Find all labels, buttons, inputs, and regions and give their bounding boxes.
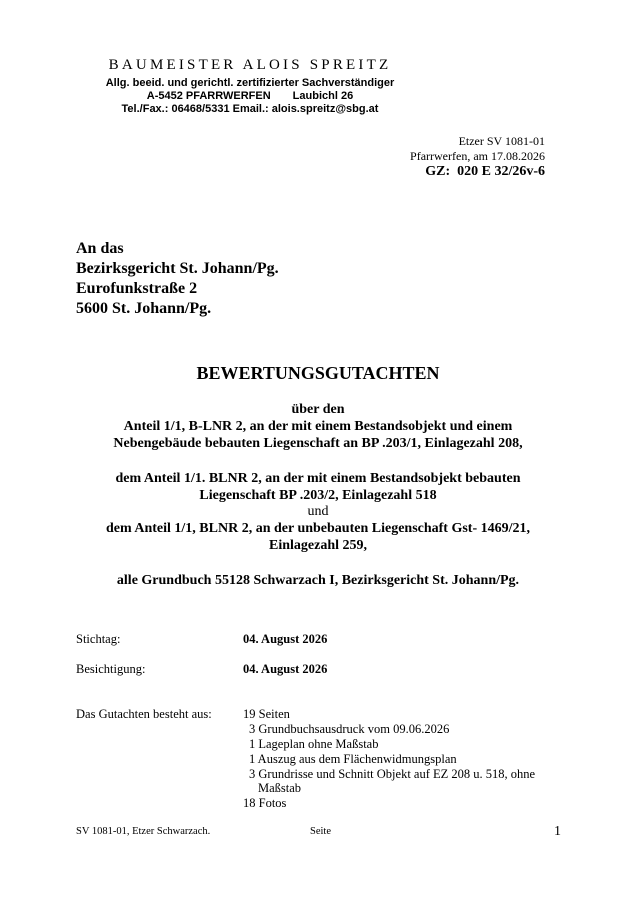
page-number: 1 — [554, 824, 561, 839]
subject-p2-line2: Liegenschaft BP .203/2, Einlagezahl 518 — [199, 488, 437, 503]
subject-p3-line2: Einlagezahl 259, — [268, 538, 367, 553]
reference-file: Etzer SV 1081-01 — [458, 134, 545, 148]
letterhead-contact: Tel./Fax.: 06468/5331 Email.: alois.spreitz@sbg.at — [121, 103, 379, 115]
footer-center: Seite — [310, 826, 331, 837]
composition-item: 19 Seiten — [243, 707, 290, 721]
composition-item: 1 Auszug aus dem Flächenwidmungsplan — [249, 752, 457, 766]
letterhead-qualification: Allg. beeid. und gerichtl. zertifizierter Sachverständiger — [105, 77, 395, 89]
recipient-street: Eurofunkstraße 2 — [76, 280, 198, 297]
document-title: BEWERTUNGSGUTACHTEN — [196, 363, 440, 383]
composition-item: Maßstab — [258, 781, 302, 795]
subject-p3-line1: dem Anteil 1/1, BLNR 2, an der unbebauten Liegenschaft Gst- 1469/21, — [105, 521, 531, 536]
subject-p2-line1: dem Anteil 1/1. BLNR 2, an der mit einem Bestandsobjekt bebauten — [115, 471, 521, 486]
recipient-line-1: An das — [76, 240, 124, 257]
subject-und: und — [307, 504, 329, 519]
composition-item: 18 Fotos — [243, 796, 287, 810]
letterhead-address — [60, 90, 440, 102]
composition-label: Das Gutachten besteht aus: — [76, 707, 212, 721]
composition-item: 3 Grundbuchsausdruck vom 09.06.2026 — [249, 722, 450, 736]
subject-p4: alle Grundbuch 55128 Schwarzach I, Bezirksgericht St. Johann/Pg. — [116, 573, 520, 588]
recipient-court: Bezirksgericht St. Johann/Pg. — [76, 260, 279, 277]
subject-ueber: über den — [291, 402, 345, 417]
footer-left: SV 1081-01, Etzer Schwarzach. — [76, 826, 211, 837]
subject-p1-line2: Nebengebäude bebauten Liegenschaft an BP .203/1, Einlagezahl 208, — [113, 436, 523, 451]
reference-gz: GZ: 020 E 32/26v-6 — [425, 164, 545, 179]
composition-item: 1 Lageplan ohne Maßstab — [249, 737, 379, 751]
besichtigung-value: 04. August 2026 — [243, 662, 328, 676]
recipient-city: 5600 St. Johann/Pg. — [76, 300, 212, 317]
letterhead-name: BAUMEISTER ALOIS SPREITZ — [108, 57, 392, 73]
subject-p1-line1: Anteil 1/1, B-LNR 2, an der mit einem Bestandsobjekt und einem — [123, 419, 513, 434]
besichtigung-label: Besichtigung: — [76, 662, 146, 676]
letterhead-street: Laubichl 26 — [292, 90, 354, 102]
stichtag-label: Stichtag: — [76, 632, 121, 646]
stichtag-value: 04. August 2026 — [243, 632, 328, 646]
reference-place-date: Pfarrwerfen, am 17.08.2026 — [410, 149, 545, 163]
letterhead-postcode-city: A-5452 PFARRWERFEN — [146, 90, 271, 102]
composition-item: 3 Grundrisse und Schnitt Objekt auf EZ 208 u. 518, ohne — [249, 767, 536, 781]
